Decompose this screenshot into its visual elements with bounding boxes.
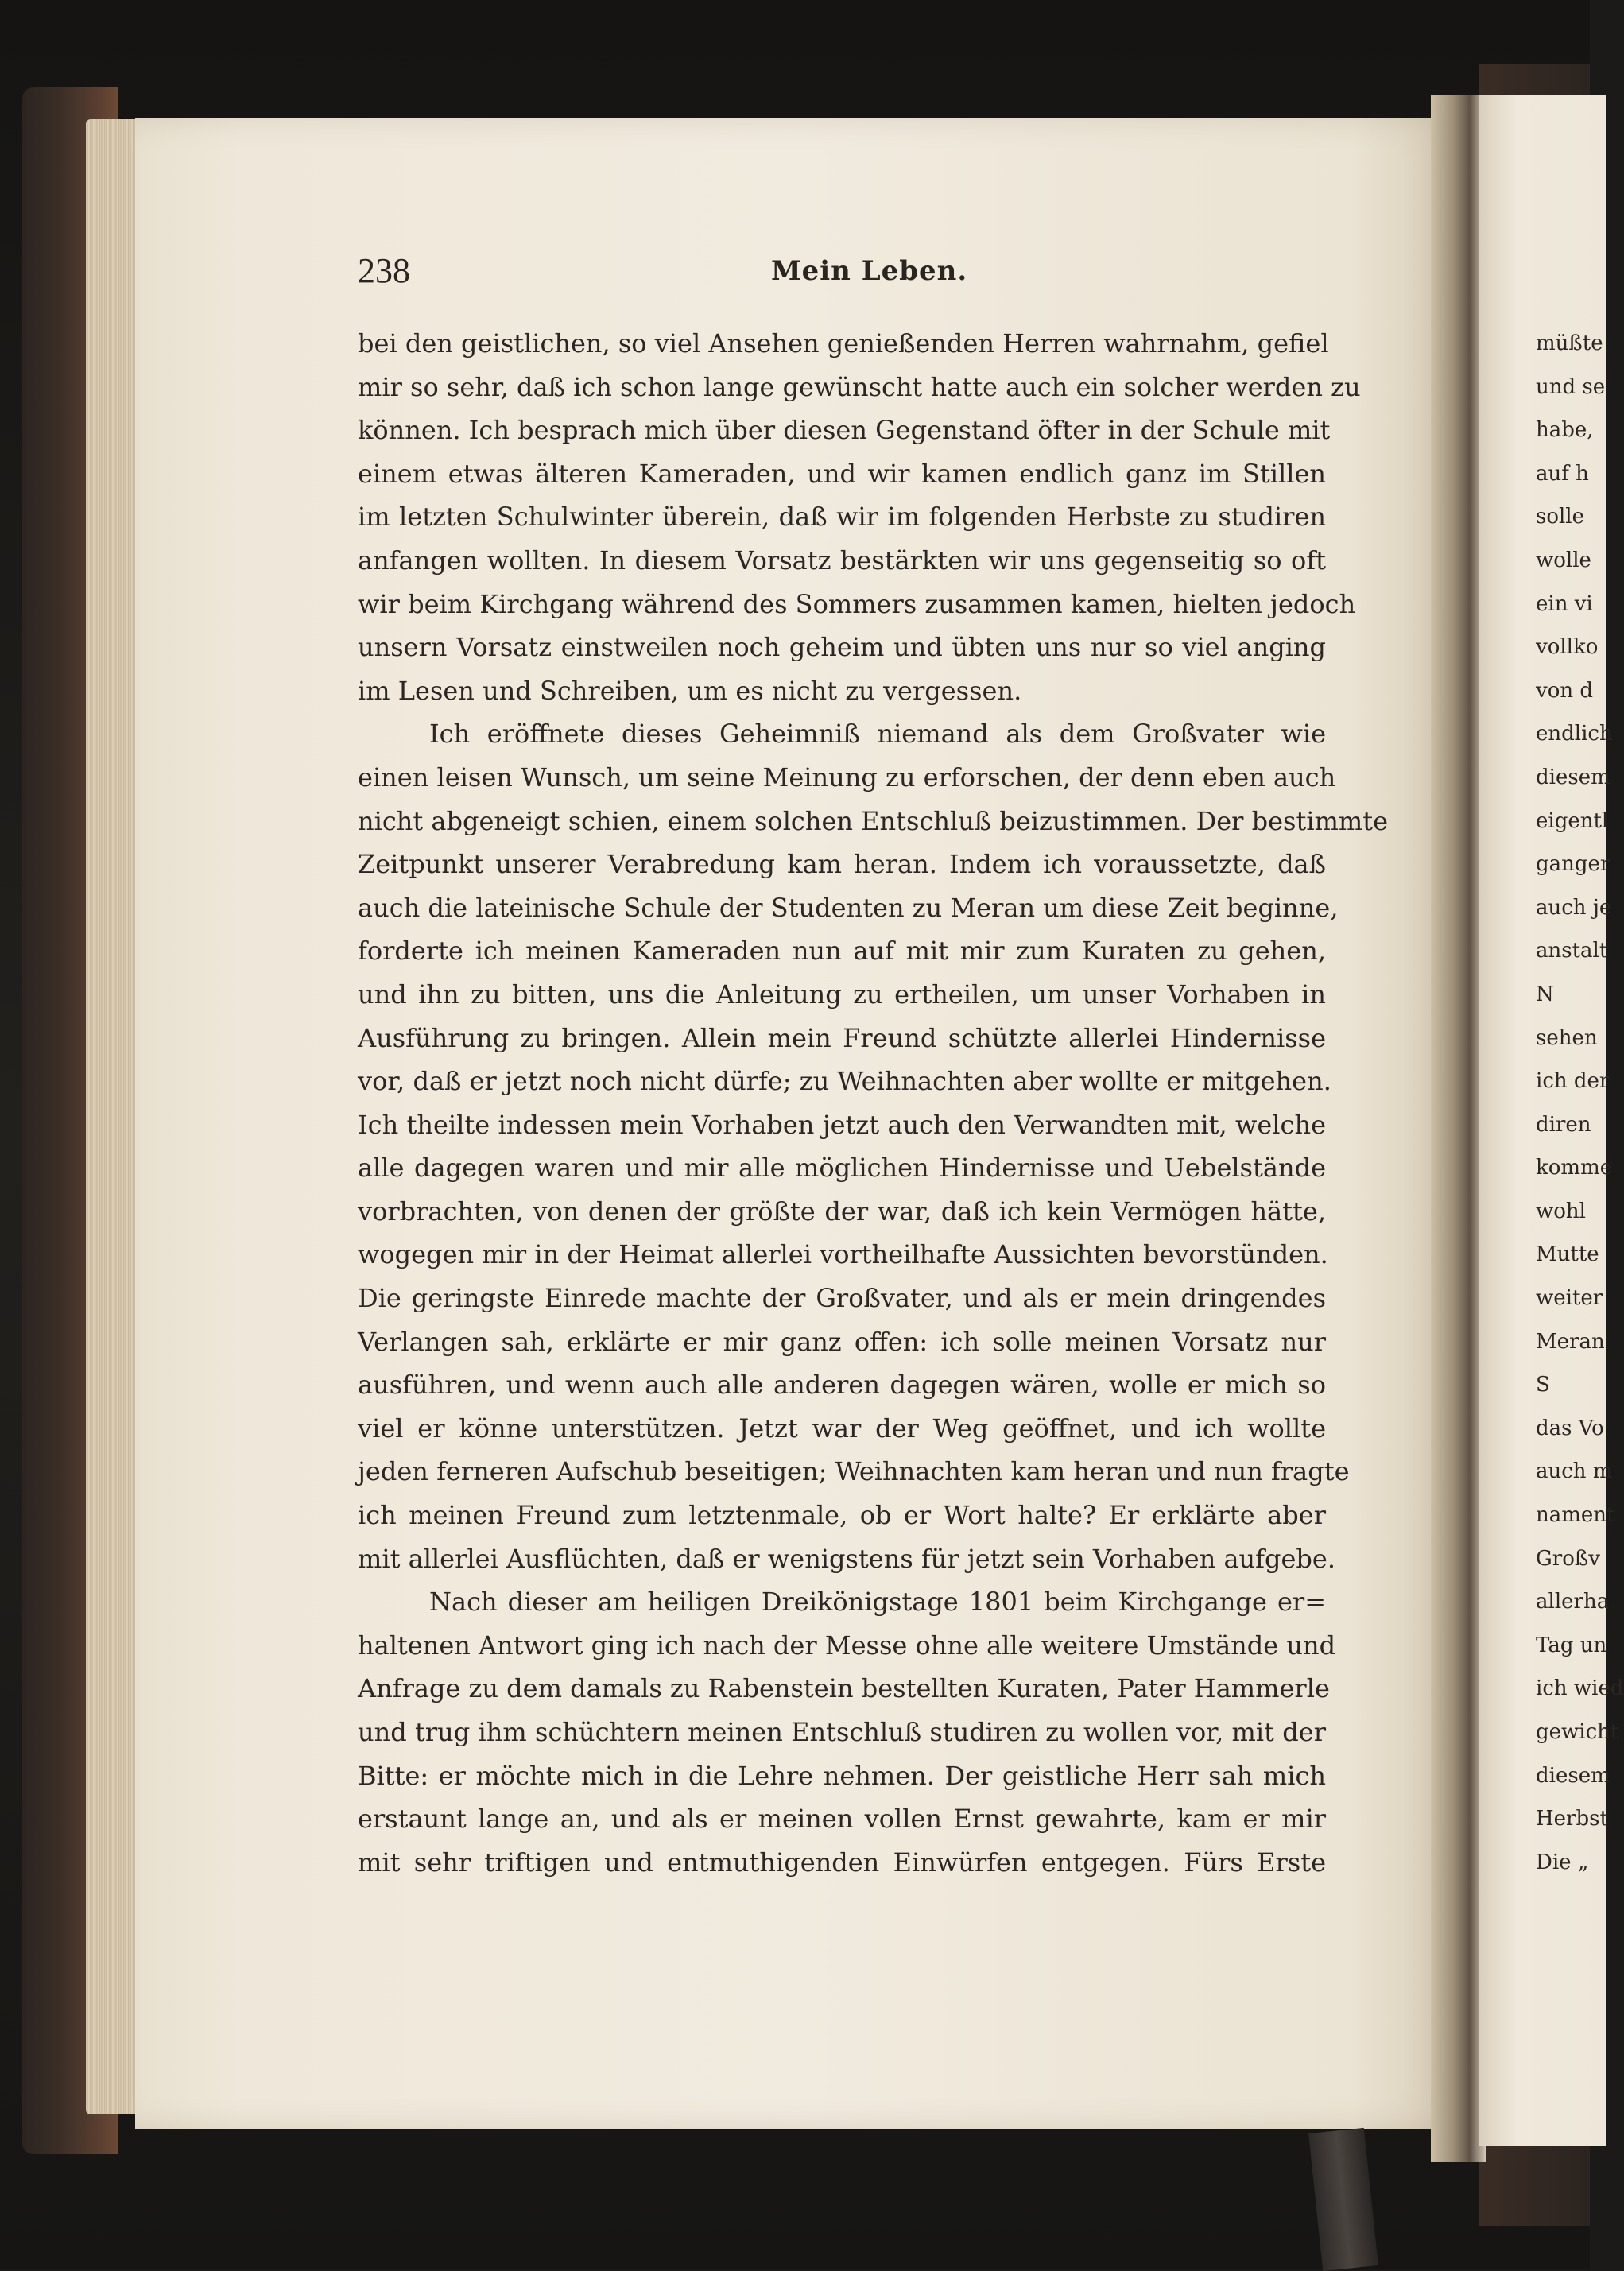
text-line: Verlangen sah, erklärte er mir ganz offen: ich solle meinen Vorsatz nur: [358, 1326, 1326, 1357]
page-number: 238: [358, 251, 410, 290]
text-line: Die geringste Einrede machte der Großvater, und als er mein dringendes: [358, 1283, 1326, 1314]
text-line: vorbrachten, von denen der größte der war, daß ich kein Vermögen hätte,: [358, 1196, 1326, 1227]
text-line: und ihn zu bitten, uns die Anleitung zu ertheilen, um unser Vorhaben in: [358, 979, 1326, 1010]
right-text-line: Mutte: [1536, 1242, 1599, 1267]
text-line: vor, daß er jetzt noch nicht dürfe; zu Weihnachten aber wollte er mitgehen.: [358, 1066, 1331, 1097]
right-text-line: allerha: [1536, 1590, 1610, 1614]
right-text-line: vollko: [1536, 635, 1599, 660]
right-text-line: solle: [1536, 505, 1585, 529]
text-line: und trug ihm schüchtern meinen Entschluß studiren zu wollen vor, mit der: [358, 1717, 1326, 1747]
text-line: auch die lateinische Schule der Studenten zu Meran um diese Zeit beginne,: [358, 892, 1339, 923]
right-page-text: [1536, 322, 1624, 1884]
right-text-line: Großv: [1536, 1546, 1600, 1571]
text-line: erstaunt lange an, und als er meinen vollen Ernst gewahrte, kam er mir: [358, 1804, 1326, 1835]
right-text-line: müßte: [1536, 331, 1603, 355]
right-text-line: ich wied: [1536, 1676, 1624, 1701]
right-text-line: S: [1536, 1373, 1550, 1397]
right-text-line: diesem: [1536, 1763, 1610, 1788]
text-line: Ich theilte indessen mein Vorhaben jetzt auch den Verwandten mit, welche: [358, 1109, 1326, 1140]
text-line: forderte ich meinen Kameraden nun auf mit mir zum Kuraten zu gehen,: [358, 936, 1326, 967]
running-head: Mein Leben.: [771, 255, 968, 287]
page-stack-edges: [86, 119, 141, 2114]
text-line: alle dagegen waren und mir alle möglichen Hindernisse und Uebelstände: [358, 1153, 1326, 1184]
text-line: mir so sehr, daß ich schon lange gewünscht hatte auch ein solcher werden zu: [358, 371, 1361, 402]
text-line: Zeitpunkt unserer Verabredung kam heran. Indem ich voraussetzte, daß: [358, 849, 1326, 880]
page-header: [358, 250, 1327, 298]
text-line: wir beim Kirchgang während des Sommers zusammen kamen, hielten jedoch: [358, 588, 1356, 619]
right-text-line: anstalt: [1536, 939, 1608, 963]
text-line: Ausführung zu bringen. Allein mein Freund schützte allerlei Hindernisse: [358, 1022, 1326, 1053]
text-line: im letzten Schulwinter überein, daß wir im folgenden Herbste zu studiren: [358, 502, 1326, 533]
text-line: anfangen wollten. In diesem Vorsatz bestärkten wir uns gegenseitig so oft: [358, 544, 1326, 576]
right-text-line: sehen: [1536, 1025, 1598, 1050]
text-line: nicht abgeneigt schien, einem solchen Entschluß beizustimmen. Der bestimmte: [358, 805, 1389, 836]
right-text-line: Tag un: [1536, 1633, 1607, 1657]
text-line: haltenen Antwort ging ich nach der Messe ohne alle weitere Umstände und: [358, 1630, 1336, 1661]
right-text-line: ich der: [1536, 1069, 1610, 1094]
text-line: Anfrage zu dem damals zu Rabenstein bestellten Kuraten, Pater Hammerle: [358, 1673, 1330, 1704]
right-text-line: habe,: [1536, 418, 1594, 443]
right-text-line: eigentl: [1536, 808, 1609, 833]
right-text-line: ein vi: [1536, 591, 1593, 616]
text-line: einen leisen Wunsch, um seine Meinung zu erforschen, der denn eben auch: [358, 762, 1336, 793]
right-text-line: nament: [1536, 1503, 1615, 1528]
right-text-line: wohl: [1536, 1199, 1586, 1223]
text-line: können. Ich besprach mich über diesen Gegenstand öfter in der Schule mit: [358, 415, 1331, 446]
text-line: ich meinen Freund zum letztenmale, ob er Wort halte? Er erklärte aber: [358, 1500, 1326, 1531]
right-text-line: weiter: [1536, 1286, 1603, 1311]
bookmark-ribbon: [1308, 2128, 1378, 2271]
right-text-line: auch je: [1536, 895, 1612, 920]
right-text-line: diren: [1536, 1112, 1591, 1137]
text-line: jeden ferneren Aufschub beseitigen; Weihnachten kam heran und nun fragte: [358, 1456, 1350, 1487]
right-text-line: diesem: [1536, 765, 1610, 789]
right-text-line: Meran: [1536, 1329, 1605, 1354]
right-text-line: auch m: [1536, 1459, 1613, 1484]
text-line: Bitte: er möchte mich in die Lehre nehmen. Der geistliche Herr sah mich: [358, 1760, 1326, 1791]
text-line: wogegen mir in der Heimat allerlei vortheilhafte Aussichten bevorstünden.: [358, 1239, 1328, 1270]
right-text-line: N: [1536, 982, 1554, 1006]
right-text-line: Die „: [1536, 1850, 1589, 1874]
right-text-line: von d: [1536, 678, 1593, 703]
text-line: mit sehr triftigen und entmuthigenden Einwürfen entgegen. Fürs Erste: [358, 1847, 1326, 1878]
right-text-line: endlich: [1536, 722, 1613, 746]
text-line: einem etwas älteren Kameraden, und wir kamen endlich ganz im Stillen: [358, 458, 1326, 489]
text-line: bei den geistlichen, so viel Ansehen genießenden Herren wahrnahm, gefiel: [358, 328, 1329, 358]
right-text-line: komme: [1536, 1156, 1613, 1180]
right-text-line: Herbst: [1536, 1807, 1608, 1831]
right-text-line: und se: [1536, 374, 1606, 399]
text-line: ausführen, und wenn auch alle anderen dagegen wären, wolle er mich so: [358, 1370, 1326, 1401]
text-line: Ich eröffnete dieses Geheimniß niemand als dem Großvater wie: [429, 719, 1326, 750]
text-line: im Lesen und Schreiben, um es nicht zu vergessen.: [358, 675, 1022, 706]
right-text-line: das Vo: [1536, 1416, 1604, 1440]
right-text-line: ganger: [1536, 852, 1610, 877]
text-line: mit allerlei Ausflüchten, daß er wenigstens für jetzt sein Vorhaben aufgebe.: [358, 1543, 1336, 1574]
right-text-line: wolle: [1536, 548, 1591, 572]
body-text: [358, 322, 1389, 1884]
text-line: viel er könne unterstützen. Jetzt war der Weg geöffnet, und ich wollte: [358, 1413, 1326, 1444]
right-text-line: auf h: [1536, 461, 1589, 486]
text-line: Nach dieser am heiligen Dreikönigstage 1801 beim Kirchgange er=: [429, 1587, 1326, 1618]
text-line: unsern Vorsatz einstweilen noch geheim und übten uns nur so viel anging: [358, 632, 1326, 663]
right-text-line: gewicht: [1536, 1720, 1619, 1744]
